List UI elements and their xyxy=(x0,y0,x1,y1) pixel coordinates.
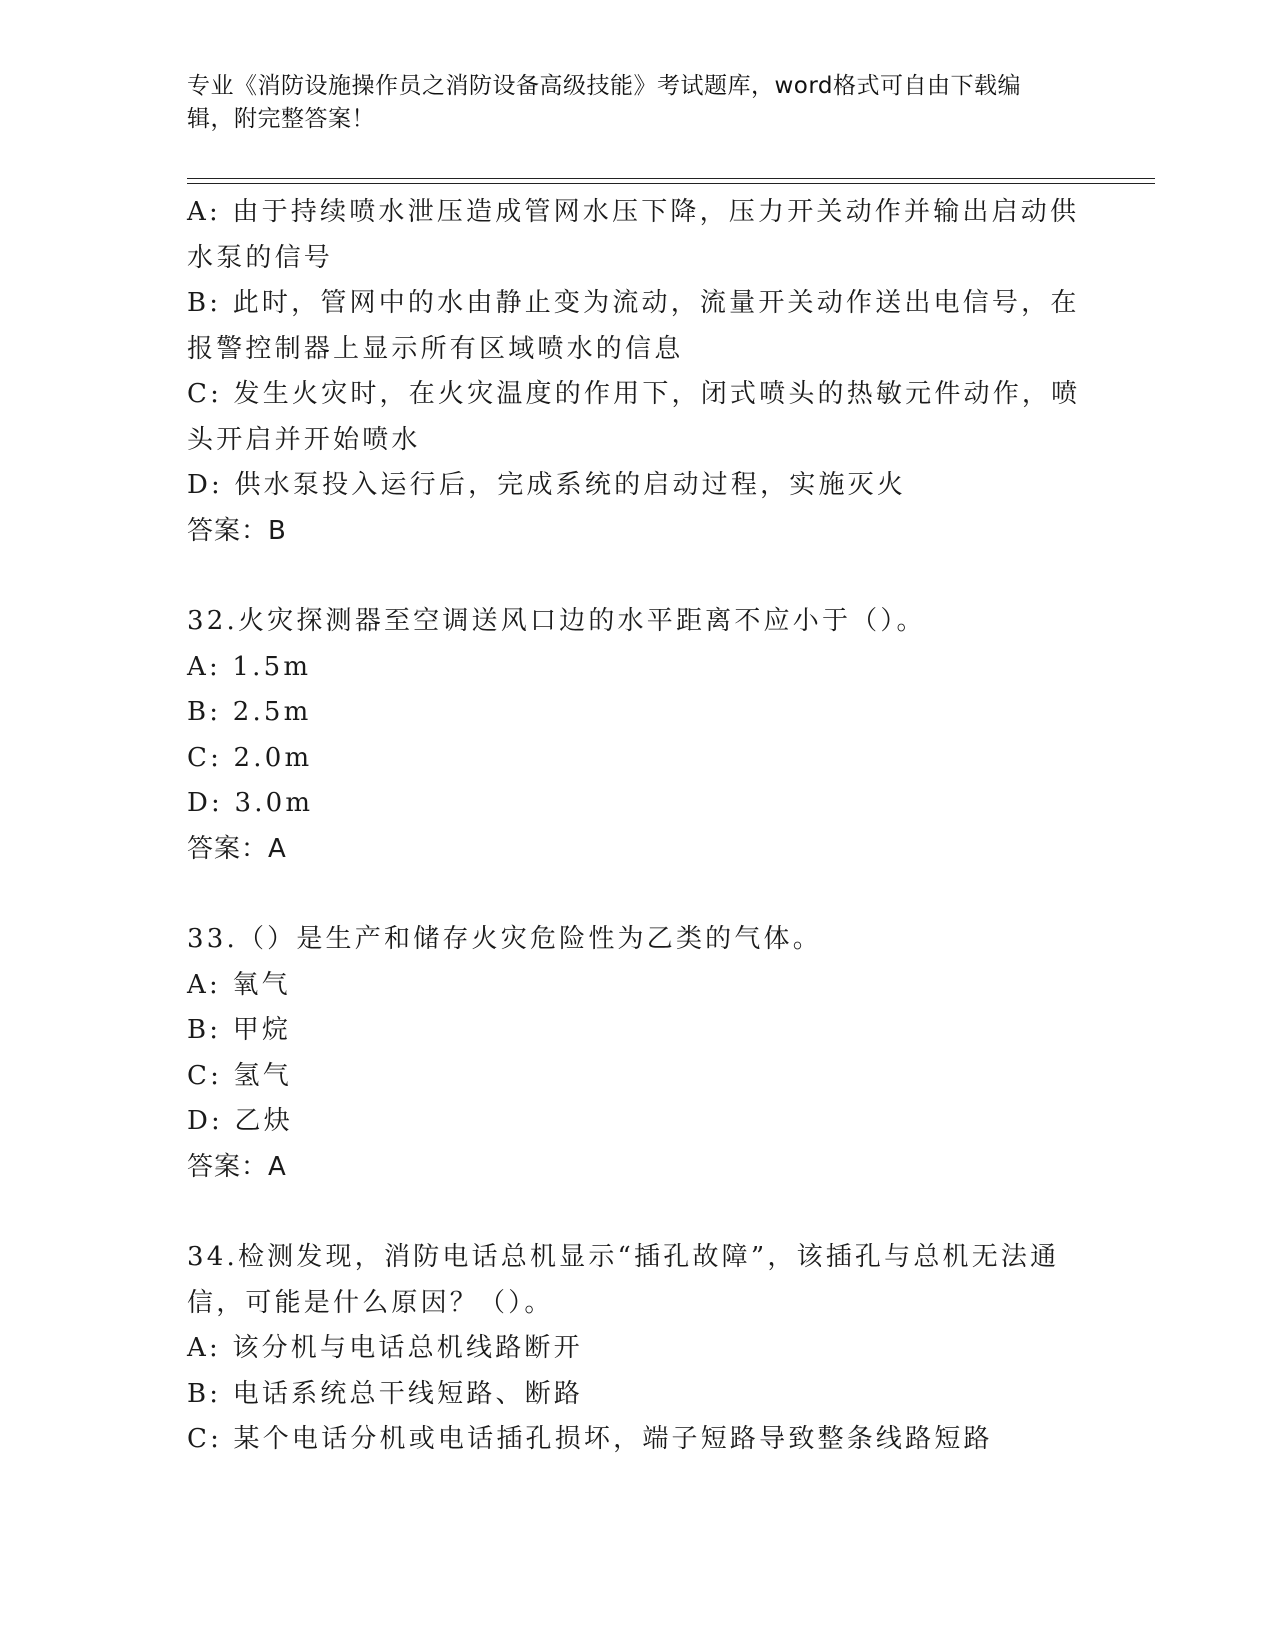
question-text: 32.火灾探测器至空调送风口边的水平距离不应小于（）。 xyxy=(187,606,926,636)
option-line: D: 供水泵投入运行后，完成系统的启动过程，实施灭火 xyxy=(187,470,907,500)
option-line: B: 甲烷 xyxy=(187,1015,292,1045)
question-list xyxy=(187,190,1087,1463)
header-divider xyxy=(187,178,1155,179)
option-line: A: 该分机与电话总机线路断开 xyxy=(187,1333,583,1363)
option-line: 水泵的信号 xyxy=(187,242,334,273)
header-line: 辑，附完整答案！ xyxy=(187,106,375,132)
option-line: B: 此时，管网中的水由静止变为流动，流量开关动作送出电信号，在 xyxy=(187,288,1080,318)
option-line: D: 3.0m xyxy=(187,788,314,818)
option-line: C: 氢气 xyxy=(187,1060,292,1091)
option-line: A: 1.5m xyxy=(187,651,312,682)
option-line: A: 氧气 xyxy=(187,969,291,1000)
question-block xyxy=(187,599,1087,872)
question-block xyxy=(187,917,1087,1190)
option-line: C: 某个电话分机或电话插孔损坏，端子短路导致整条线路短路 xyxy=(187,1424,993,1454)
question-block xyxy=(187,190,1087,554)
option-line: D: 乙炔 xyxy=(187,1106,293,1136)
option-line: C: 2.0m xyxy=(187,742,313,773)
option-line: C: 发生火灾时，在火灾温度的作用下，闭式喷头的热敏元件动作，喷 xyxy=(187,379,1081,409)
question-text: 33.（）是生产和储存火灾危险性为乙类的气体。 xyxy=(187,924,822,954)
header-divider xyxy=(187,183,1155,184)
question-text: 信，可能是什么原因？（）。 xyxy=(187,1287,554,1318)
option-line: A: 由于持续喷水泄压造成管网水压下降，压力开关动作并输出启动供 xyxy=(187,197,1080,227)
question-block xyxy=(187,1235,1087,1463)
answer-line: 答案：A xyxy=(187,833,287,864)
header-line: 专业《消防设施操作员之消防设备高级技能》考试题库，word格式可自由下载编 xyxy=(187,73,1022,99)
option-line: B: 电话系统总干线短路、断路 xyxy=(187,1378,584,1409)
document-header xyxy=(187,70,1067,136)
option-line: B: 2.5m xyxy=(187,697,312,727)
question-text: 34.检测发现，消防电话总机显示“插孔故障”，该插孔与总机无法通 xyxy=(187,1242,1060,1272)
answer-line: 答案：B xyxy=(187,515,287,546)
option-line: 报警控制器上显示所有区域喷水的信息 xyxy=(187,333,684,364)
option-line: 头开启并开始喷水 xyxy=(187,424,421,455)
answer-line: 答案：A xyxy=(187,1151,287,1182)
